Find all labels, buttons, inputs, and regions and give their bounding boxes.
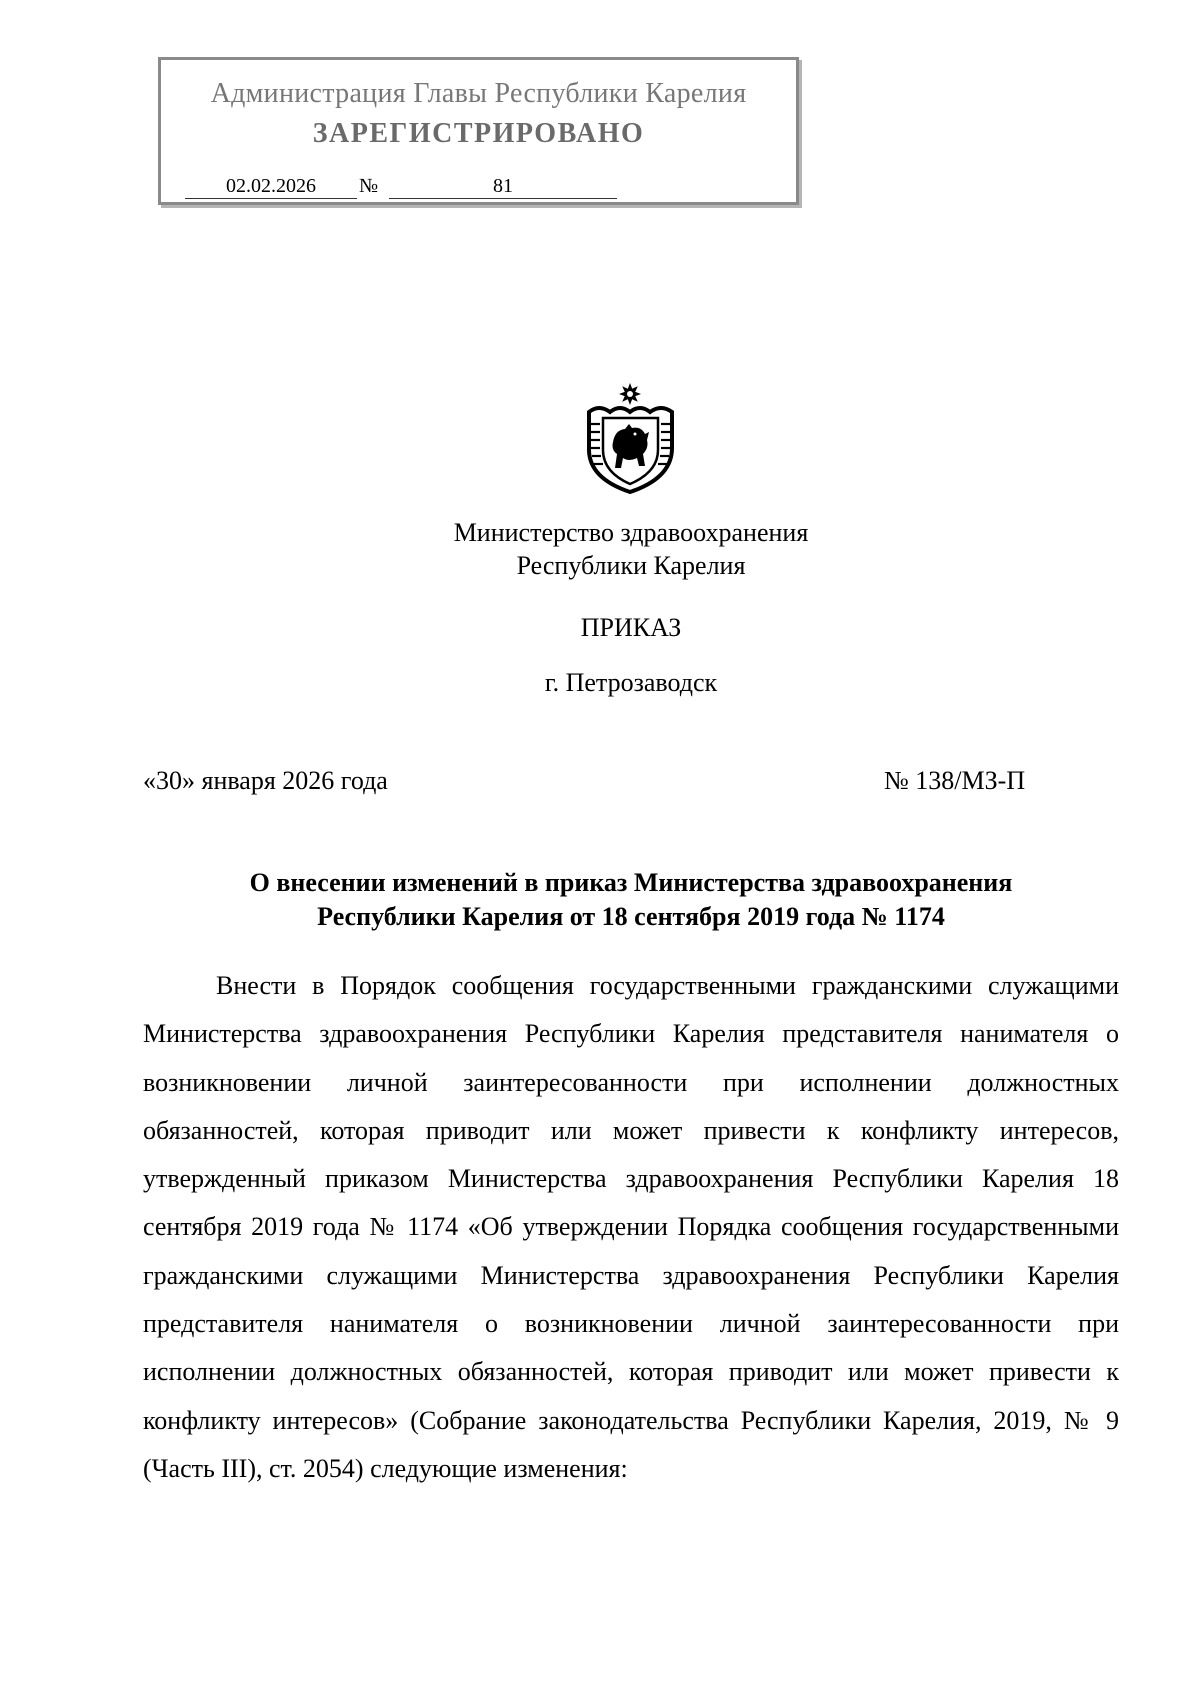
- stamp-number: 81: [389, 174, 617, 199]
- ministry-name-line2: Республики Карелия: [516, 551, 746, 580]
- body-paragraph: Внести в Порядок сообщения государственными гражданскими служащими Министерства здравоохранения Республики Карелия представителя нанимателя о возникновении личной заинтересованности при исполнении должностных обязанностей, которая приводит или может привести к конфликту интересов, утвержденный приказом Министерства здравоохранения Республики Карелия 18 сентября 2019 года № 1174 «Об утверждении Порядка сообщения государственными гражданскими служащими Министерства здравоохранения Республики Карелия представителя нанимателя о возникновении личной заинтересованности при исполнении должностных обязанностей, которая приводит или может привести к конфликту интересов» (Собрание законодательства Республики Карелия, 2019, № 9 (Часть III), ст. 2054) следующие изменения:: [143, 971, 1119, 1483]
- document-number: № 138/МЗ-П: [884, 766, 1026, 795]
- registration-stamp: [158, 57, 799, 205]
- document-title-line2: Республики Карелия от 18 сентября 2019 года № 1174: [317, 902, 945, 931]
- coat-of-arms-karelia-icon: [583, 382, 678, 494]
- stamp-status: ЗАРЕГИСТРИРОВАНО: [312, 118, 645, 149]
- document-type: ПРИКАЗ: [580, 613, 682, 642]
- stamp-date: 02.02.2026: [185, 174, 357, 199]
- document-city: г. Петрозаводск: [544, 668, 718, 697]
- document-title-line1: О внесении изменений в приказ Министерства здравоохранения: [249, 868, 1013, 897]
- stamp-number-label: №: [359, 175, 379, 197]
- document-date: «30» января 2026 года: [143, 766, 388, 795]
- stamp-organization: Администрация Главы Республики Карелия: [210, 78, 747, 109]
- ministry-name-line1: Министерство здравоохранения: [453, 518, 809, 547]
- document-title: [143, 866, 1119, 934]
